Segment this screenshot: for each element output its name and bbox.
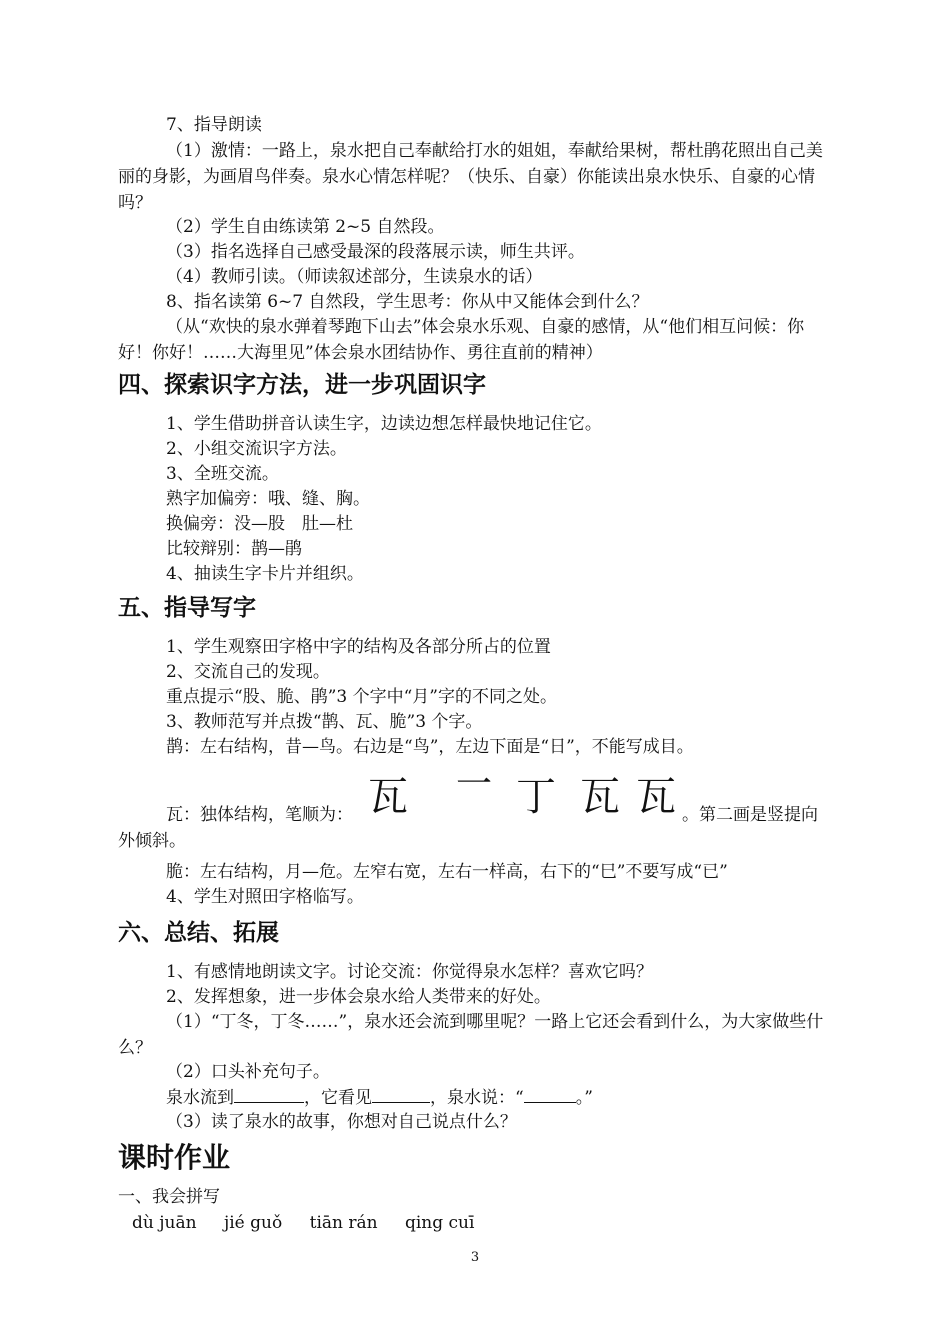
wa-stroke-suffix: 。第二画是竖提向: [682, 805, 818, 825]
step7-paragraph-4: （4）教师引读。（师读叙述部分，生读泉水的话）: [166, 267, 543, 287]
fill-blank-1: [234, 1084, 304, 1103]
pinyin-row: [132, 1210, 496, 1236]
section-6-paragraph-2: （2）口头补充句子。: [166, 1062, 330, 1082]
section-6-paragraph-1: （1）“丁冬，丁冬……”，泉水还会流到哪里呢？一路上它还会看到什么，为大家做些什么？: [118, 1012, 824, 1058]
stroke-step: 瓦: [636, 774, 676, 818]
section-6-item: 1、有感情地朗读文字。讨论交流：你觉得泉水怎样？喜欢它吗？: [166, 962, 653, 982]
step7-paragraph-2: （2）学生自由练读第 2~5 自然段。: [166, 217, 445, 237]
stroke-order-svg: [360, 770, 680, 818]
fill-text-d: 。”: [575, 1088, 593, 1108]
section-6-title: 六、总结、拓展: [118, 920, 279, 946]
stroke-step: 一: [456, 770, 493, 805]
section-5-item: 1、学生观察田字格中字的结构及各部分所占的位置: [166, 637, 551, 657]
fill-blank-3: [524, 1084, 576, 1103]
section-5-item: 3、教师范写并点拨“鹊、瓦、脆”3 个字。: [166, 712, 483, 732]
section-4-item: 比较辩别：鹊—鹃: [166, 539, 302, 559]
section-4-item: 熟字加偏旁：哦、缝、胸。: [166, 489, 370, 509]
cui-note: 脆：左右结构，月—危。左窄右宽，左右一样高，右下的“巳”不要写成“已”: [166, 862, 728, 882]
step8-paragraph: （从“欢快的泉水弹着琴跑下山去”体会泉水乐观、自豪的感情，从“他们相互问候：你好！你好！……大海里见”体会泉水团结协作、勇往直前的精神）: [118, 317, 805, 363]
step7-paragraph-1: （1）激情：一路上，泉水把自己奉献给打水的姐姐，奉献给果树，帮杜鹃花照出自己美丽的身影，为画眉鸟伴奏。泉水心情怎样呢？（快乐、自豪）你能读出泉水快乐、自豪的心情吗？: [118, 141, 823, 213]
homework-subtitle: 一、我会拼写: [118, 1187, 220, 1207]
wa-stroke-continuation: 外倾斜。: [118, 831, 186, 851]
section-4-item: 2、小组交流识字方法。: [166, 439, 347, 459]
page-number: 3: [470, 1250, 480, 1265]
section-4-item: 3、全班交流。: [166, 464, 279, 484]
stroke-step: 瓦: [580, 774, 620, 818]
section-5-last-item: 4、学生对照田字格临写。: [166, 887, 364, 907]
step7-paragraph-3: （3）指名选择自己感受最深的段落展示读，师生共评。: [166, 242, 585, 262]
pinyin-item: tiān rán: [309, 1213, 378, 1233]
stroke-step: 瓦: [368, 774, 408, 818]
fill-in-sentence: [166, 1084, 593, 1111]
section-5-item: 重点提示“股、脆、鹃”3 个字中“月”字的不同之处。: [166, 687, 557, 707]
step8-heading: 8、指名读第 6~7 自然段，学生思考：你从中又能体会到什么？: [166, 292, 649, 312]
section-6-paragraph-3: （3）读了泉水的故事，你想对自己说点什么？: [166, 1112, 517, 1132]
pinyin-item: qing cuī: [404, 1213, 475, 1233]
homework-title: 课时作业: [118, 1141, 231, 1174]
section-5-title: 五、指导写字: [118, 595, 256, 621]
pinyin-item: jié guǒ: [223, 1213, 283, 1233]
wa-stroke-prefix: 瓦：独体结构，笔顺为：: [166, 805, 353, 825]
stroke-step: 丁: [516, 774, 556, 818]
section-4-item: 换偏旁：没—股 肚—杜: [166, 514, 353, 534]
fill-blank-2: [372, 1084, 430, 1103]
fill-text-b: ，它看见: [304, 1088, 372, 1108]
pinyin-item: dù juān: [132, 1213, 197, 1233]
section-5-item: 鹊：左右结构，昔—鸟。右边是“鸟”，左边下面是“日”，不能写成目。: [166, 737, 694, 757]
section-4-title: 四、探索识字方法，进一步巩固识字: [118, 372, 486, 398]
step7-heading: 7、指导朗读: [166, 115, 262, 135]
fill-text-a: 泉水流到: [166, 1088, 234, 1108]
section-6-item: 2、发挥想象，进一步体会泉水给人类带来的好处。: [166, 987, 551, 1007]
section-5-item: 2、交流自己的发现。: [166, 662, 330, 682]
section-4-item: 4、抽读生字卡片并组织。: [166, 564, 364, 584]
wa-stroke-order-image: [360, 770, 680, 818]
section-4-item: 1、学生借助拼音认读生字，边读边想怎样最快地记住它。: [166, 414, 602, 434]
fill-text-c: ，泉水说：“: [430, 1088, 524, 1108]
